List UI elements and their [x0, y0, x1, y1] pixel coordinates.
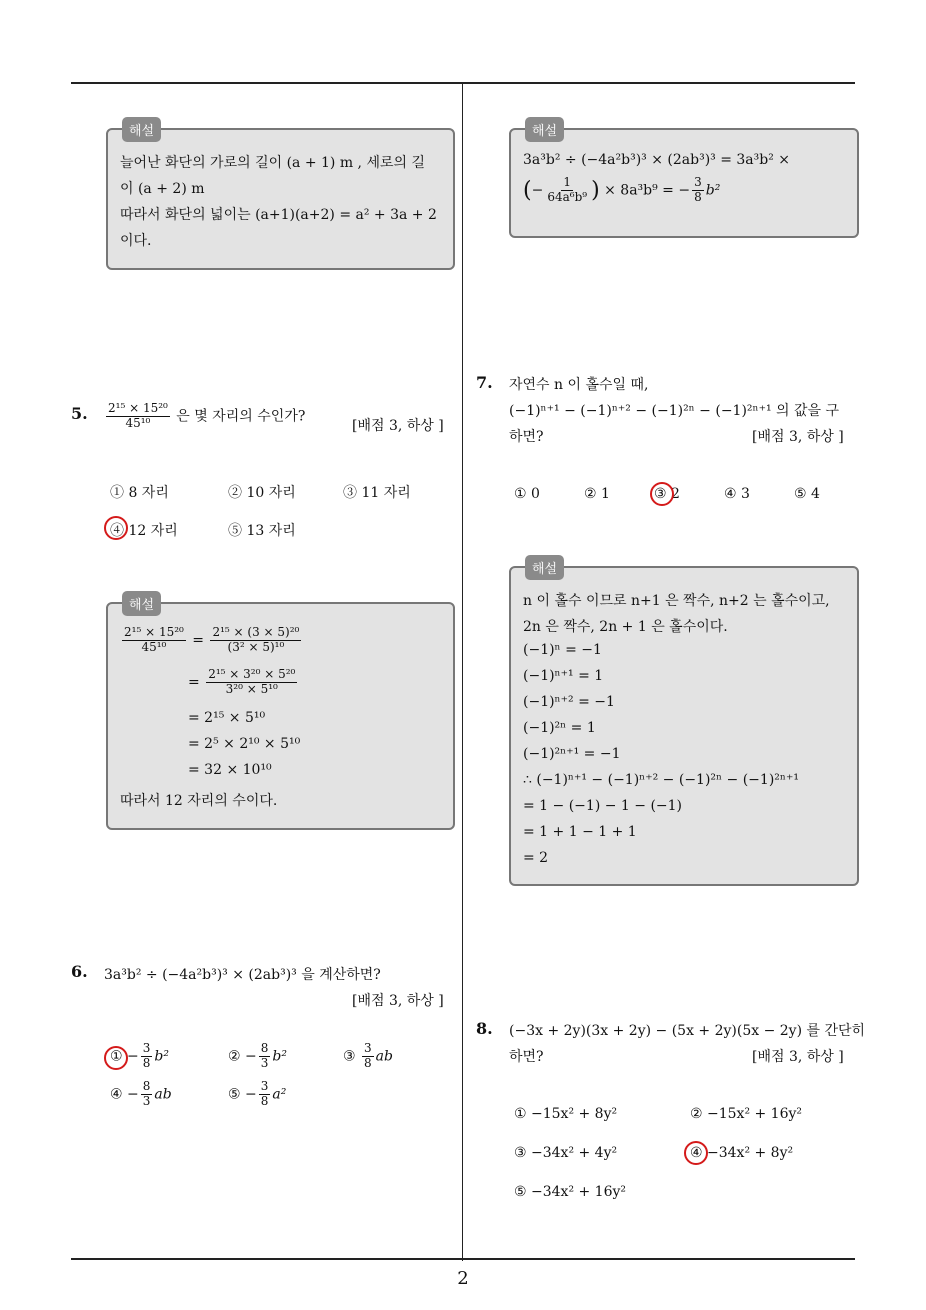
- page-number: 2: [457, 1268, 469, 1289]
- choice-4[interactable]: ④ −34x² + 8y²: [690, 1145, 794, 1161]
- choice-2[interactable]: ② 10 자리: [228, 485, 296, 501]
- fraction: $\frac{\text{2¹⁵ × 15²⁰}}{\text{45¹⁰}}$: [124, 625, 184, 654]
- solution-line: = 1 + 1 − 1 + 1: [523, 824, 637, 840]
- choice-4[interactable]: ④ − $\frac{8}{3}$ ab: [110, 1079, 172, 1108]
- choice-1[interactable]: ① −15x² + 8y²: [514, 1106, 618, 1122]
- choice-3[interactable]: ③ $\frac{3}{8}$ ab: [343, 1041, 393, 1070]
- solution-line: ∴ (−1)ⁿ⁺¹ − (−1)ⁿ⁺² − (−1)²ⁿ − (−1)²ⁿ⁺¹: [523, 772, 799, 788]
- answer-circle-mark: [104, 1046, 128, 1070]
- solution-line: = 2¹⁵ × 5¹⁰: [188, 710, 266, 726]
- fraction: $\frac{\text{2¹⁵ × 3²⁰ × 5²⁰}}{\text{3²⁰ × 5¹⁰}}$: [208, 667, 296, 696]
- question-number: 7.: [476, 373, 493, 392]
- question-text: 자연수 n 이 홀수일 때,: [509, 377, 649, 393]
- answer-circle-mark: [650, 482, 674, 506]
- bottom-rule: [71, 1258, 855, 1260]
- fraction: $\frac{1}{\text{64a⁶b⁹}}$: [547, 175, 588, 204]
- question-5-text: [104, 402, 305, 431]
- choice-5[interactable]: ⑤ 13 자리: [228, 523, 296, 539]
- solution-line: (−1)²ⁿ⁺¹ = −1: [523, 746, 621, 762]
- choice-5[interactable]: ⑤ −34x² + 16y²: [514, 1184, 627, 1200]
- solution-box-q6: [509, 124, 859, 238]
- solution-line: 따라서 화단의 넓이는 (a+1)(a+2) = a² + 3a + 2: [120, 207, 437, 223]
- choice-4[interactable]: ④ 3: [724, 486, 750, 502]
- solution-row-1: $\frac{\text{2¹⁵ × 15²⁰}}{\text{45¹⁰}}$ = $\frac{\text{2¹⁵ × (3 × 5)²⁰}}{\text{(3² × 5)¹⁰}}$: [124, 625, 300, 654]
- choice-3[interactable]: ③ −34x² + 4y²: [514, 1145, 618, 1161]
- choice-3[interactable]: ③ 2: [654, 486, 680, 502]
- fraction: $\frac{\text{2¹⁵ × (3 × 5)²⁰}}{\text{(3² × 5)¹⁰}}$: [212, 625, 300, 654]
- solution-line: 늘어난 화단의 가로의 길이 (a + 1) m , 세로의 길: [120, 155, 425, 171]
- solution-box-q5: [106, 598, 455, 830]
- score-label: [배점 3, 하상 ]: [352, 418, 444, 434]
- question-number: 6.: [71, 962, 88, 981]
- score-label: [배점 3, 하상 ]: [352, 993, 444, 1009]
- answer-circle-mark: [684, 1141, 708, 1165]
- score-label: [배점 3, 하상 ]: [752, 1049, 844, 1065]
- solution-line: (−1)ⁿ = −1: [523, 642, 602, 658]
- solution-line: n 이 홀수 이므로 n+1 은 짝수, n+2 는 홀수이고,: [523, 593, 830, 609]
- fraction: $\frac{\text{2¹⁵ × 15²⁰}}{\text{45¹⁰}}$: [108, 401, 168, 430]
- solution-line: = 2: [523, 850, 549, 866]
- choice-2[interactable]: ② −15x² + 16y²: [690, 1106, 803, 1122]
- question-number: 5.: [71, 404, 88, 423]
- choice-4[interactable]: ④ 12 자리: [110, 523, 178, 539]
- question-text: (−1)ⁿ⁺¹ − (−1)ⁿ⁺² − (−1)²ⁿ − (−1)²ⁿ⁺¹ 의 값을 구: [509, 403, 840, 419]
- choice-1[interactable]: ① 8 자리: [110, 485, 169, 501]
- choice-5[interactable]: ⑤ 4: [794, 486, 820, 502]
- solution-line: 3a³b² ÷ (−4a²b³)³ × (2ab³)³ = 3a³b² ×: [523, 152, 791, 168]
- solution-line: (−1)ⁿ⁺¹ = 1: [523, 668, 604, 684]
- fraction: $\frac{3}{8}$: [694, 175, 702, 204]
- solution-tag: 해설: [122, 117, 161, 142]
- solution-tag: 해설: [525, 117, 564, 142]
- question-text: 하면?: [509, 1049, 544, 1065]
- top-rule: [71, 82, 855, 84]
- column-divider: [462, 83, 463, 1261]
- solution-line: = 32 × 10¹⁰: [188, 762, 272, 778]
- solution-line: 2n 은 짝수, 2n + 1 은 홀수이다.: [523, 619, 728, 635]
- solution-line: = 1 − (−1) − 1 − (−1): [523, 798, 683, 814]
- question-text: (−3x + 2y)(3x + 2y) − (5x + 2y)(5x − 2y) 를 간단히: [509, 1023, 866, 1039]
- question-text: 3a³b² ÷ (−4a²b³)³ × (2ab³)³ 을 계산하면?: [104, 967, 381, 983]
- solution-line: 이 (a + 2) m: [120, 181, 205, 197]
- solution-tag: 해설: [525, 555, 564, 580]
- choice-2[interactable]: ② 1: [584, 486, 610, 502]
- score-label: [배점 3, 하상 ]: [752, 429, 844, 445]
- answer-circle-mark: [104, 516, 128, 540]
- choice-3[interactable]: ③ 11 자리: [343, 485, 411, 501]
- solution-row-2: = $\frac{\text{2¹⁵ × 3²⁰ × 5²⁰}}{\text{3²⁰ × 5¹⁰}}$: [188, 667, 296, 696]
- solution-line: (−1)²ⁿ = 1: [523, 720, 596, 736]
- choice-2[interactable]: ② − $\frac{8}{3}$ b²: [228, 1041, 287, 1070]
- solution-tag: 해설: [122, 591, 161, 616]
- choice-5[interactable]: ⑤ − $\frac{3}{8}$ a²: [228, 1079, 287, 1108]
- solution-box-q7: [509, 562, 859, 886]
- choice-1[interactable]: ① − $\frac{3}{8}$ b²: [110, 1041, 169, 1070]
- choice-1[interactable]: ① 0: [514, 486, 540, 502]
- solution-line: = 2⁵ × 2¹⁰ × 5¹⁰: [188, 736, 301, 752]
- question-text: 하면?: [509, 429, 544, 445]
- question-text: 은 몇 자리의 수인가?: [176, 408, 306, 425]
- solution-line: (−1)ⁿ⁺² = −1: [523, 694, 615, 710]
- solution-line: 이다.: [120, 233, 152, 249]
- solution-conclusion: 따라서 12 자리의 수이다.: [120, 793, 278, 809]
- solution-row: (− $\frac{1}{\text{64a⁶b⁹}}$ ) × 8a³b⁹ = − $\frac{3}{8}$ b²: [523, 175, 721, 204]
- solution-box-q4: [106, 124, 455, 270]
- question-number: 8.: [476, 1019, 493, 1038]
